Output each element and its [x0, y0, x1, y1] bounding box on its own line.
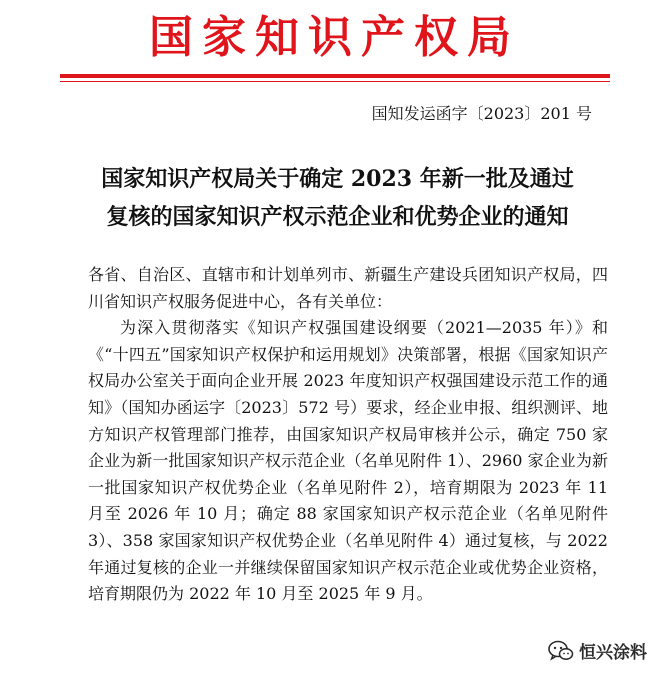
title-line-2: 复核的国家知识产权示范企业和优势企业的通知: [106, 204, 569, 230]
addressee-paragraph: 各省、自治区、直辖市和计划单列市、新疆生产建设兵团知识产权局，四川省知识产权服务促进中心，各有关单位：: [88, 265, 608, 311]
document-number: 国知发运函字〔2023〕201 号: [371, 104, 592, 123]
document-body: [88, 262, 608, 608]
wechat-watermark: [544, 636, 651, 665]
agency-masthead: 国家知识产权局: [149, 12, 520, 63]
title-line-1: 国家知识产权局关于确定 2023 年新一批及通过: [101, 166, 574, 192]
wechat-icon: [548, 640, 574, 662]
document-title: [60, 160, 615, 236]
watermark-text: 恒兴涂料: [579, 643, 647, 663]
body-paragraph: 为深入贯彻落实《知识产权强国建设纲要（2021—2035 年）》和《“十四五”国家知识产权保护和运用规划》决策部署，根据《国家知识产权局办公室关于面向企业开展 2023 年度知识产权强国建设示范工作的通知》（国知办函运字〔2023〕572 号）要求，经企业申报、组织测评、地方知识产权管理部门推荐，由国家知识产权局审核并公示，确定 750 家企业为新一批国家知识产权示范企业（名单见附件 1）、2960 家企业为新一批国家知识产权优势企业（名单见附件 2），培育期限为 2023 年 11 月至 2026 年 10 月；确定 88 家国家知识产权示范企业（名单见附件 3）、358 家国家知识产权优势企业（名单见附件 4）通过复核，与 2022 年通过复核的企业一并继续保留国家知识产权示范企业或优势企业资格，培育期限仍为 2022 年 10 月至 2025 年 9 月。: [88, 318, 608, 604]
masthead-thick-rule: [60, 74, 610, 78]
masthead-thin-rule: [60, 81, 610, 82]
